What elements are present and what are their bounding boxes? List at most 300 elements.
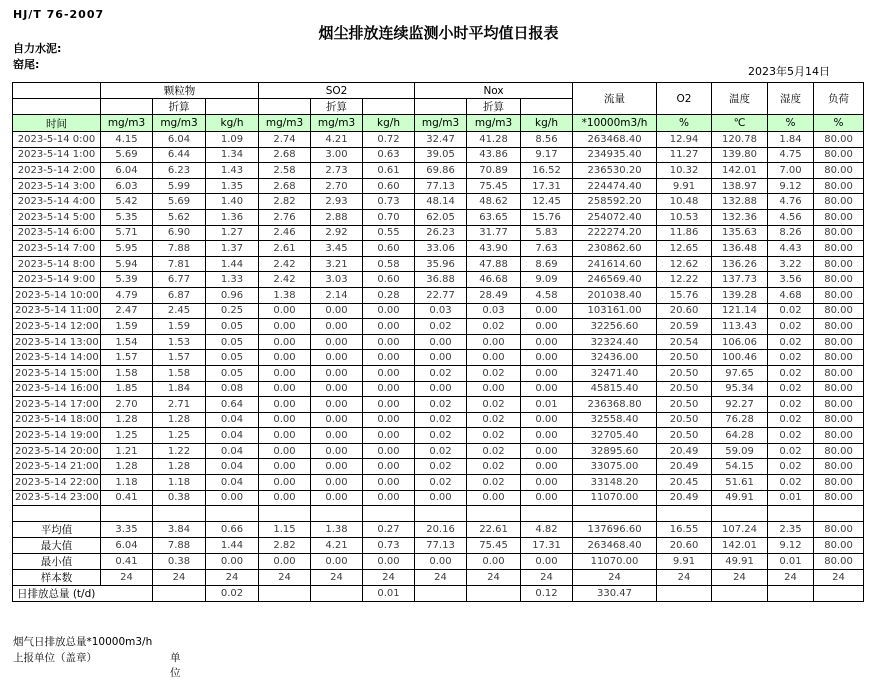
time-cell: 2023-5-14 9:00 xyxy=(13,272,101,288)
value-cell: 47.88 xyxy=(467,256,521,272)
unit-header: % xyxy=(768,115,814,132)
unit-header: kg/h xyxy=(206,115,259,132)
value-cell: 0.00 xyxy=(363,490,415,506)
value-cell: 0.05 xyxy=(206,319,259,335)
value-cell: 4.15 xyxy=(101,132,153,148)
value-cell: 1.53 xyxy=(153,334,206,350)
table-row xyxy=(13,350,864,366)
value-cell: 0.00 xyxy=(259,381,311,397)
summary-value-cell: 107.24 xyxy=(712,522,768,538)
summary-value-cell: 4.21 xyxy=(311,538,363,554)
value-cell: 80.00 xyxy=(814,459,864,475)
unit-header: *10000m3/h xyxy=(573,115,657,132)
value-cell: 3.45 xyxy=(311,241,363,257)
value-cell: 0.25 xyxy=(206,303,259,319)
value-cell: 92.27 xyxy=(712,397,768,413)
value-cell: 80.00 xyxy=(814,209,864,225)
value-cell: 0.04 xyxy=(206,428,259,444)
time-cell: 2023-5-14 11:00 xyxy=(13,303,101,319)
value-cell: 1.28 xyxy=(101,412,153,428)
summary-value-cell: 17.31 xyxy=(521,538,573,554)
value-cell: 8.26 xyxy=(768,225,814,241)
table-row xyxy=(13,225,864,241)
value-cell: 0.00 xyxy=(311,365,363,381)
table-summary xyxy=(13,506,864,602)
value-cell: 5.99 xyxy=(153,178,206,194)
unit-header: mg/m3 xyxy=(415,115,467,132)
column-header: 湿度 xyxy=(768,83,814,115)
time-cell: 2023-5-14 19:00 xyxy=(13,428,101,444)
value-cell: 80.00 xyxy=(814,365,864,381)
value-cell: 0.04 xyxy=(206,443,259,459)
value-cell: 0.96 xyxy=(206,287,259,303)
spacer-cell xyxy=(814,506,864,522)
value-cell: 46.68 xyxy=(467,272,521,288)
time-column-spacer xyxy=(13,99,101,115)
time-column-spacer xyxy=(13,83,101,99)
value-cell: 3.22 xyxy=(768,256,814,272)
unit-header: mg/m3 xyxy=(101,115,153,132)
value-cell: 0.02 xyxy=(768,428,814,444)
value-cell: 7.81 xyxy=(153,256,206,272)
value-cell: 80.00 xyxy=(814,303,864,319)
summary-value-cell: 3.35 xyxy=(101,522,153,538)
summary-value-cell: 1.44 xyxy=(206,538,259,554)
summary-value-cell: 24 xyxy=(153,570,206,586)
value-cell: 20.49 xyxy=(657,490,712,506)
value-cell: 0.00 xyxy=(467,350,521,366)
summary-value-cell: 24 xyxy=(467,570,521,586)
report-unit-label: 上报单位（盖章） xyxy=(13,652,97,664)
value-cell: 0.02 xyxy=(467,459,521,475)
value-cell: 1.85 xyxy=(101,381,153,397)
value-cell: 6.03 xyxy=(101,178,153,194)
value-cell: 80.00 xyxy=(814,428,864,444)
time-cell: 2023-5-14 17:00 xyxy=(13,397,101,413)
value-cell: 32.47 xyxy=(415,132,467,148)
value-cell: 3.21 xyxy=(311,256,363,272)
value-cell: 0.00 xyxy=(259,412,311,428)
value-cell: 0.00 xyxy=(311,443,363,459)
daily-total-value-cell xyxy=(153,586,206,602)
value-cell: 0.00 xyxy=(311,350,363,366)
value-cell: 0.02 xyxy=(415,412,467,428)
value-cell: 0.03 xyxy=(415,303,467,319)
value-cell: 5.71 xyxy=(101,225,153,241)
value-cell: 39.05 xyxy=(415,147,467,163)
value-cell: 80.00 xyxy=(814,194,864,210)
summary-value-cell: 0.38 xyxy=(153,554,206,570)
spacer-cell xyxy=(101,506,153,522)
summary-label: 样本数 xyxy=(13,570,101,586)
value-cell: 0.73 xyxy=(363,194,415,210)
value-cell: 4.56 xyxy=(768,209,814,225)
value-cell: 32558.40 xyxy=(573,412,657,428)
value-cell: 138.97 xyxy=(712,178,768,194)
table-row xyxy=(13,365,864,381)
sub-header-blank xyxy=(521,99,573,115)
value-cell: 224474.40 xyxy=(573,178,657,194)
value-cell: 12.65 xyxy=(657,241,712,257)
table-row xyxy=(13,334,864,350)
summary-value-cell: 137696.60 xyxy=(573,522,657,538)
value-cell: 2.68 xyxy=(259,147,311,163)
station-label: 窑尾: xyxy=(13,58,40,71)
summary-value-cell: 0.66 xyxy=(206,522,259,538)
value-cell: 0.02 xyxy=(768,443,814,459)
value-cell: 80.00 xyxy=(814,412,864,428)
value-cell: 20.50 xyxy=(657,397,712,413)
table-row xyxy=(13,397,864,413)
value-cell: 0.02 xyxy=(415,443,467,459)
value-cell: 136.48 xyxy=(712,241,768,257)
summary-value-cell: 0.00 xyxy=(311,554,363,570)
value-cell: 0.00 xyxy=(521,412,573,428)
value-cell: 80.00 xyxy=(814,178,864,194)
table-row xyxy=(13,490,864,506)
value-cell: 1.40 xyxy=(206,194,259,210)
daily-total-value-cell xyxy=(415,586,467,602)
value-cell: 0.02 xyxy=(467,412,521,428)
value-cell: 1.27 xyxy=(206,225,259,241)
value-cell: 0.00 xyxy=(259,475,311,491)
summary-value-cell: 3.84 xyxy=(153,522,206,538)
summary-label: 平均值 xyxy=(13,522,101,538)
spacer-cell xyxy=(13,506,101,522)
table-row xyxy=(13,209,864,225)
value-cell: 1.09 xyxy=(206,132,259,148)
value-cell: 9.17 xyxy=(521,147,573,163)
daily-total-value-cell xyxy=(657,586,712,602)
value-cell: 0.00 xyxy=(467,490,521,506)
value-cell: 0.00 xyxy=(363,303,415,319)
value-cell: 6.23 xyxy=(153,163,206,179)
table-row xyxy=(13,428,864,444)
value-cell: 54.15 xyxy=(712,459,768,475)
value-cell: 2.42 xyxy=(259,256,311,272)
value-cell: 0.05 xyxy=(206,334,259,350)
value-cell: 63.65 xyxy=(467,209,521,225)
value-cell: 0.00 xyxy=(259,365,311,381)
column-header: 流量 xyxy=(573,83,657,115)
value-cell: 0.60 xyxy=(363,178,415,194)
daily-total-row xyxy=(13,586,864,602)
value-cell: 241614.60 xyxy=(573,256,657,272)
value-cell: 0.05 xyxy=(206,350,259,366)
time-cell: 2023-5-14 7:00 xyxy=(13,241,101,257)
time-cell: 2023-5-14 1:00 xyxy=(13,147,101,163)
value-cell: 80.00 xyxy=(814,475,864,491)
value-cell: 258592.20 xyxy=(573,194,657,210)
summary-value-cell: 9.91 xyxy=(657,554,712,570)
spacer-row xyxy=(13,506,864,522)
daily-total-value-cell xyxy=(814,586,864,602)
summary-row xyxy=(13,570,864,586)
value-cell: 0.00 xyxy=(415,350,467,366)
value-cell: 64.28 xyxy=(712,428,768,444)
spacer-cell xyxy=(153,506,206,522)
unit-header: % xyxy=(657,115,712,132)
unit-header: ℃ xyxy=(712,115,768,132)
value-cell: 1.33 xyxy=(206,272,259,288)
value-cell: 5.62 xyxy=(153,209,206,225)
value-cell: 3.56 xyxy=(768,272,814,288)
spacer-cell xyxy=(521,506,573,522)
sub-header-blank xyxy=(363,99,415,115)
value-cell: 80.00 xyxy=(814,443,864,459)
value-cell: 0.38 xyxy=(153,490,206,506)
value-cell: 132.36 xyxy=(712,209,768,225)
time-cell: 2023-5-14 2:00 xyxy=(13,163,101,179)
value-cell: 0.00 xyxy=(467,381,521,397)
summary-value-cell: 6.04 xyxy=(101,538,153,554)
footer-note: 烟气日排放总量*10000m3/h xyxy=(13,636,153,648)
value-cell: 20.50 xyxy=(657,412,712,428)
value-cell: 0.00 xyxy=(363,381,415,397)
value-cell: 4.68 xyxy=(768,287,814,303)
value-cell: 5.94 xyxy=(101,256,153,272)
value-cell: 0.00 xyxy=(521,303,573,319)
table-row xyxy=(13,147,864,163)
value-cell: 11070.00 xyxy=(573,490,657,506)
value-cell: 5.35 xyxy=(101,209,153,225)
value-cell: 0.00 xyxy=(259,490,311,506)
value-cell: 36.88 xyxy=(415,272,467,288)
value-cell: 136.26 xyxy=(712,256,768,272)
value-cell: 1.22 xyxy=(153,443,206,459)
value-cell: 0.00 xyxy=(415,490,467,506)
value-cell: 0.02 xyxy=(415,397,467,413)
value-cell: 1.57 xyxy=(153,350,206,366)
value-cell: 2.88 xyxy=(311,209,363,225)
value-cell: 1.28 xyxy=(153,459,206,475)
daily-total-value-cell: 0.02 xyxy=(206,586,259,602)
summary-row xyxy=(13,522,864,538)
summary-value-cell: 7.88 xyxy=(153,538,206,554)
report-title: 烟尘排放连续监测小时平均值日报表 xyxy=(318,24,559,42)
value-cell: 1.34 xyxy=(206,147,259,163)
value-cell: 0.08 xyxy=(206,381,259,397)
value-cell: 80.00 xyxy=(814,272,864,288)
value-cell: 0.01 xyxy=(521,397,573,413)
value-cell: 0.05 xyxy=(206,365,259,381)
value-cell: 20.59 xyxy=(657,319,712,335)
value-cell: 10.48 xyxy=(657,194,712,210)
value-cell: 0.00 xyxy=(363,334,415,350)
summary-value-cell: 263468.40 xyxy=(573,538,657,554)
value-cell: 236368.80 xyxy=(573,397,657,413)
value-cell: 0.02 xyxy=(467,319,521,335)
value-cell: 0.00 xyxy=(363,397,415,413)
daily-total-label: 日排放总量 (t/d) xyxy=(13,586,153,602)
summary-value-cell: 24 xyxy=(415,570,467,586)
summary-value-cell: 4.82 xyxy=(521,522,573,538)
value-cell: 0.00 xyxy=(363,412,415,428)
summary-value-cell: 0.00 xyxy=(415,554,467,570)
value-cell: 0.00 xyxy=(311,303,363,319)
value-cell: 20.50 xyxy=(657,428,712,444)
summary-value-cell: 80.00 xyxy=(814,538,864,554)
value-cell: 2.70 xyxy=(101,397,153,413)
value-cell: 0.00 xyxy=(363,350,415,366)
value-cell: 0.00 xyxy=(259,319,311,335)
value-cell: 20.45 xyxy=(657,475,712,491)
value-cell: 0.00 xyxy=(363,459,415,475)
value-cell: 2.76 xyxy=(259,209,311,225)
value-cell: 0.00 xyxy=(521,459,573,475)
unit-label: 单位 xyxy=(170,652,181,679)
sub-header-blank xyxy=(415,99,467,115)
value-cell: 7.88 xyxy=(153,241,206,257)
value-cell: 20.50 xyxy=(657,381,712,397)
value-cell: 4.43 xyxy=(768,241,814,257)
value-cell: 222274.20 xyxy=(573,225,657,241)
value-cell: 0.04 xyxy=(206,475,259,491)
time-header: 时间 xyxy=(13,115,101,132)
value-cell: 95.34 xyxy=(712,381,768,397)
time-cell: 2023-5-14 10:00 xyxy=(13,287,101,303)
value-cell: 5.69 xyxy=(101,147,153,163)
time-cell: 2023-5-14 8:00 xyxy=(13,256,101,272)
value-cell: 0.00 xyxy=(311,397,363,413)
value-cell: 0.00 xyxy=(206,490,259,506)
summary-value-cell: 20.60 xyxy=(657,538,712,554)
value-cell: 0.72 xyxy=(363,132,415,148)
value-cell: 80.00 xyxy=(814,350,864,366)
value-cell: 121.14 xyxy=(712,303,768,319)
table-row xyxy=(13,412,864,428)
value-cell: 43.90 xyxy=(467,241,521,257)
sub-header-blank xyxy=(259,99,311,115)
value-cell: 7.63 xyxy=(521,241,573,257)
table-row xyxy=(13,272,864,288)
value-cell: 76.28 xyxy=(712,412,768,428)
value-cell: 77.13 xyxy=(415,178,467,194)
value-cell: 5.42 xyxy=(101,194,153,210)
value-cell: 8.56 xyxy=(521,132,573,148)
value-cell: 2.47 xyxy=(101,303,153,319)
value-cell: 1.58 xyxy=(101,365,153,381)
value-cell: 0.70 xyxy=(363,209,415,225)
converted-header: 折算 xyxy=(467,99,521,115)
value-cell: 10.32 xyxy=(657,163,712,179)
value-cell: 1.18 xyxy=(101,475,153,491)
table-row xyxy=(13,178,864,194)
value-cell: 43.86 xyxy=(467,147,521,163)
value-cell: 5.69 xyxy=(153,194,206,210)
value-cell: 15.76 xyxy=(657,287,712,303)
value-cell: 0.00 xyxy=(521,475,573,491)
value-cell: 1.84 xyxy=(153,381,206,397)
table-body xyxy=(13,132,864,506)
summary-value-cell: 24 xyxy=(814,570,864,586)
value-cell: 0.60 xyxy=(363,241,415,257)
summary-value-cell: 24 xyxy=(101,570,153,586)
sub-header-blank xyxy=(101,99,153,115)
value-cell: 0.00 xyxy=(311,490,363,506)
table-row xyxy=(13,319,864,335)
value-cell: 7.00 xyxy=(768,163,814,179)
value-cell: 0.00 xyxy=(363,475,415,491)
value-cell: 0.00 xyxy=(363,428,415,444)
value-cell: 0.00 xyxy=(311,381,363,397)
value-cell: 236530.20 xyxy=(573,163,657,179)
summary-value-cell: 24 xyxy=(363,570,415,586)
summary-value-cell: 24 xyxy=(206,570,259,586)
value-cell: 20.60 xyxy=(657,303,712,319)
time-cell: 2023-5-14 3:00 xyxy=(13,178,101,194)
value-cell: 0.02 xyxy=(768,365,814,381)
summary-value-cell: 20.16 xyxy=(415,522,467,538)
value-cell: 0.02 xyxy=(415,475,467,491)
value-cell: 246569.40 xyxy=(573,272,657,288)
unit-header: mg/m3 xyxy=(467,115,521,132)
summary-value-cell: 24 xyxy=(768,570,814,586)
value-cell: 0.02 xyxy=(415,319,467,335)
value-cell: 80.00 xyxy=(814,397,864,413)
summary-value-cell: 24 xyxy=(521,570,573,586)
value-cell: 5.95 xyxy=(101,241,153,257)
spacer-cell xyxy=(206,506,259,522)
column-header: O2 xyxy=(657,83,712,115)
summary-value-cell: 0.73 xyxy=(363,538,415,554)
table-row xyxy=(13,381,864,397)
value-cell: 0.00 xyxy=(521,350,573,366)
value-cell: 0.02 xyxy=(415,428,467,444)
daily-total-value-cell xyxy=(311,586,363,602)
value-cell: 80.00 xyxy=(814,163,864,179)
value-cell: 1.25 xyxy=(101,428,153,444)
value-cell: 1.44 xyxy=(206,256,259,272)
value-cell: 139.28 xyxy=(712,287,768,303)
spacer-cell xyxy=(415,506,467,522)
summary-value-cell: 11070.00 xyxy=(573,554,657,570)
summary-value-cell: 77.13 xyxy=(415,538,467,554)
value-cell: 12.22 xyxy=(657,272,712,288)
value-cell: 4.21 xyxy=(311,132,363,148)
value-cell: 0.00 xyxy=(311,412,363,428)
value-cell: 12.94 xyxy=(657,132,712,148)
value-cell: 97.65 xyxy=(712,365,768,381)
unit-header: mg/m3 xyxy=(259,115,311,132)
value-cell: 10.53 xyxy=(657,209,712,225)
value-cell: 0.02 xyxy=(467,365,521,381)
value-cell: 1.18 xyxy=(153,475,206,491)
value-cell: 254072.40 xyxy=(573,209,657,225)
value-cell: 62.05 xyxy=(415,209,467,225)
value-cell: 0.00 xyxy=(259,350,311,366)
value-cell: 0.02 xyxy=(467,428,521,444)
value-cell: 201038.40 xyxy=(573,287,657,303)
value-cell: 113.43 xyxy=(712,319,768,335)
value-cell: 0.02 xyxy=(415,459,467,475)
value-cell: 0.00 xyxy=(521,365,573,381)
value-cell: 137.73 xyxy=(712,272,768,288)
value-cell: 0.00 xyxy=(311,334,363,350)
value-cell: 1.37 xyxy=(206,241,259,257)
value-cell: 2.68 xyxy=(259,178,311,194)
summary-value-cell: 24 xyxy=(573,570,657,586)
summary-value-cell: 0.01 xyxy=(768,554,814,570)
summary-value-cell: 80.00 xyxy=(814,522,864,538)
converted-header: 折算 xyxy=(153,99,206,115)
value-cell: 234935.40 xyxy=(573,147,657,163)
daily-total-value-cell xyxy=(259,586,311,602)
value-cell: 51.61 xyxy=(712,475,768,491)
value-cell: 2.46 xyxy=(259,225,311,241)
value-cell: 0.00 xyxy=(363,365,415,381)
value-cell: 12.45 xyxy=(521,194,573,210)
